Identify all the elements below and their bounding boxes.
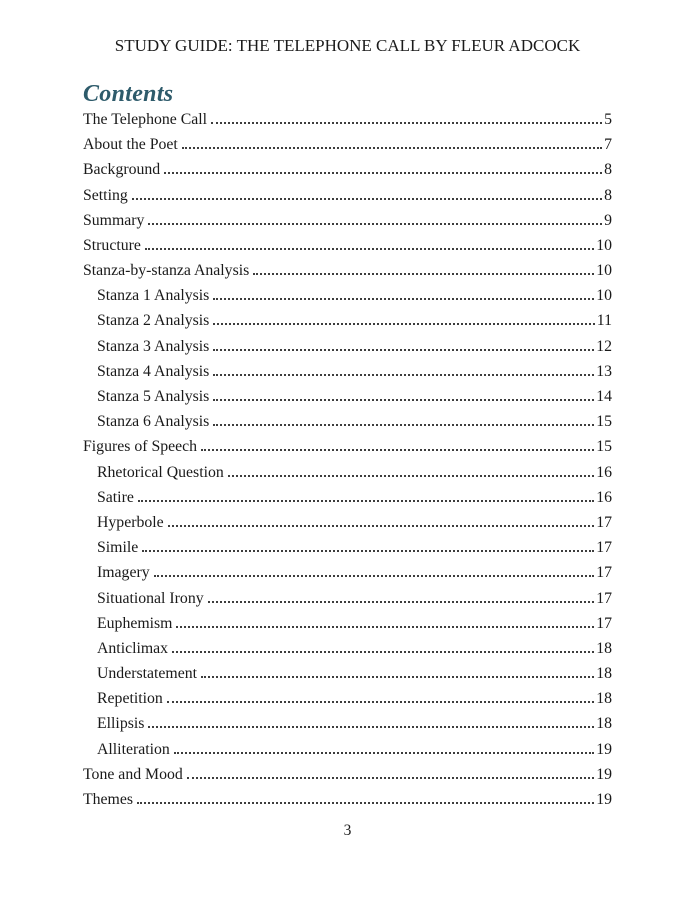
toc-entry-page: 9 xyxy=(604,211,612,229)
toc-entry-label: Situational Irony xyxy=(97,589,204,607)
toc-leader-dots xyxy=(154,575,595,577)
toc-entry[interactable] xyxy=(83,262,612,287)
toc-entry-label: The Telephone Call xyxy=(83,110,208,128)
toc-entry-label: Understatement xyxy=(97,665,198,683)
toc-entry-page: 18 xyxy=(596,715,612,733)
toc-entry[interactable] xyxy=(83,791,612,816)
toc-entry-page: 19 xyxy=(596,740,612,758)
toc-entry-page: 15 xyxy=(596,438,612,456)
toc-entry-page: 19 xyxy=(596,791,612,808)
toc-entry[interactable] xyxy=(83,287,612,312)
toc-entry-label: Stanza 6 Analysis xyxy=(97,413,210,431)
toc-entry-label: Figures of Speech xyxy=(83,438,198,456)
toc-entry[interactable] xyxy=(83,388,612,413)
toc-entry-page: 17 xyxy=(596,539,612,557)
toc-entry-label: Stanza 4 Analysis xyxy=(97,362,210,380)
toc-entry-page: 17 xyxy=(596,614,612,632)
contents-heading: Contents xyxy=(83,80,174,107)
toc-leader-dots xyxy=(148,726,594,728)
toc-entry-label: Alliteration xyxy=(97,740,170,758)
toc-entry-page: 10 xyxy=(596,287,612,305)
toc-entry-page: 15 xyxy=(596,413,612,431)
toc-entry-page: 13 xyxy=(596,362,612,380)
toc-leader-dots xyxy=(164,172,602,174)
toc-entry[interactable] xyxy=(83,665,612,690)
toc-entry[interactable] xyxy=(83,161,612,186)
toc-entry-label: Tone and Mood xyxy=(83,765,183,783)
toc-entry[interactable] xyxy=(83,111,612,136)
toc-leader-dots xyxy=(132,198,602,200)
toc-entry-label: Structure xyxy=(83,236,141,254)
toc-entry-label: Stanza 5 Analysis xyxy=(97,388,210,405)
toc-entry-page: 17 xyxy=(596,513,612,531)
page-number: 3 xyxy=(343,822,352,840)
toc-leader-dots xyxy=(148,223,602,225)
toc-leader-dots xyxy=(176,626,594,628)
table-of-contents xyxy=(83,111,612,816)
toc-leader-dots xyxy=(145,248,594,250)
toc-entry-page: 12 xyxy=(596,337,612,355)
toc-leader-dots xyxy=(187,777,594,779)
toc-entry-page: 8 xyxy=(604,161,612,179)
toc-entry-page: 19 xyxy=(596,765,612,783)
toc-entry[interactable] xyxy=(83,690,612,715)
toc-entry-label: Imagery xyxy=(97,564,150,582)
toc-entry-label: Repetition xyxy=(97,690,163,708)
toc-entry-label: About the Poet xyxy=(83,136,178,154)
toc-entry-label: Stanza 3 Analysis xyxy=(97,337,210,355)
toc-entry-page: 17 xyxy=(596,589,612,607)
toc-entry-label: Stanza 2 Analysis xyxy=(97,312,210,330)
toc-entry-label: Anticlimax xyxy=(97,639,169,657)
toc-entry-page: 17 xyxy=(596,564,612,582)
toc-entry[interactable] xyxy=(83,715,612,740)
toc-entry[interactable] xyxy=(83,363,612,388)
toc-leader-dots xyxy=(167,701,594,703)
toc-entry-label: Satire xyxy=(97,488,134,506)
toc-entry[interactable] xyxy=(83,539,612,564)
toc-entry[interactable] xyxy=(83,741,612,766)
toc-entry[interactable] xyxy=(83,615,612,640)
toc-entry-page: 10 xyxy=(596,236,612,254)
toc-entry-page: 5 xyxy=(604,110,612,128)
toc-leader-dots xyxy=(213,399,594,401)
toc-leader-dots xyxy=(253,273,594,275)
toc-leader-dots xyxy=(142,550,594,552)
document-header-title: STUDY GUIDE: THE TELEPHONE CALL BY FLEUR ADCOCK xyxy=(114,36,581,55)
toc-leader-dots xyxy=(228,475,594,477)
toc-entry-page: 8 xyxy=(604,186,612,204)
toc-entry-page: 16 xyxy=(596,488,612,506)
toc-entry[interactable] xyxy=(83,312,612,337)
toc-entry-page: 18 xyxy=(596,665,612,683)
toc-leader-dots xyxy=(213,349,594,351)
toc-leader-dots xyxy=(201,449,594,451)
toc-entry-label: Stanza-by-stanza Analysis xyxy=(83,262,250,280)
toc-entry[interactable] xyxy=(83,514,612,539)
toc-entry-page: 16 xyxy=(596,463,612,481)
toc-entry-page: 11 xyxy=(596,312,612,330)
toc-entry[interactable] xyxy=(83,413,612,438)
toc-entry-label: Hyperbole xyxy=(97,513,164,531)
toc-leader-dots xyxy=(138,500,594,502)
toc-entry-label: Stanza 1 Analysis xyxy=(97,287,210,305)
toc-entry-label: Simile xyxy=(97,539,139,557)
toc-leader-dots xyxy=(213,424,594,426)
toc-entry-page: 18 xyxy=(596,690,612,708)
toc-entry[interactable] xyxy=(83,187,612,212)
toc-leader-dots xyxy=(213,374,594,376)
toc-entry[interactable] xyxy=(83,766,612,791)
toc-entry-label: Background xyxy=(83,161,161,179)
toc-entry-page: 10 xyxy=(596,262,612,280)
toc-entry-page: 7 xyxy=(604,136,612,154)
toc-entry-label: Euphemism xyxy=(97,614,173,632)
toc-leader-dots xyxy=(168,525,595,527)
toc-entry[interactable] xyxy=(83,438,612,463)
toc-entry-label: Summary xyxy=(83,211,145,229)
toc-entry-page: 18 xyxy=(596,639,612,657)
toc-entry[interactable] xyxy=(83,564,612,589)
toc-leader-dots xyxy=(213,323,594,325)
toc-leader-dots xyxy=(213,298,594,300)
toc-leader-dots xyxy=(174,752,594,754)
toc-leader-dots xyxy=(201,676,594,678)
toc-entry[interactable] xyxy=(83,590,612,615)
toc-entry[interactable] xyxy=(83,489,612,514)
toc-entry[interactable] xyxy=(83,136,612,161)
toc-entry-label: Ellipsis xyxy=(97,715,145,733)
toc-entry[interactable] xyxy=(83,338,612,363)
toc-entry-label: Setting xyxy=(83,186,128,204)
toc-leader-dots xyxy=(137,802,594,804)
toc-entry-page: 14 xyxy=(596,388,612,405)
toc-entry-label: Rhetorical Question xyxy=(97,463,224,481)
toc-entry[interactable] xyxy=(83,212,612,237)
toc-leader-dots xyxy=(182,147,602,149)
toc-leader-dots xyxy=(208,601,595,603)
toc-entry[interactable] xyxy=(83,237,612,262)
toc-entry-label: Themes xyxy=(83,791,134,808)
toc-leader-dots xyxy=(172,651,594,653)
toc-entry[interactable] xyxy=(83,640,612,665)
toc-entry[interactable] xyxy=(83,464,612,489)
toc-leader-dots xyxy=(211,122,602,124)
